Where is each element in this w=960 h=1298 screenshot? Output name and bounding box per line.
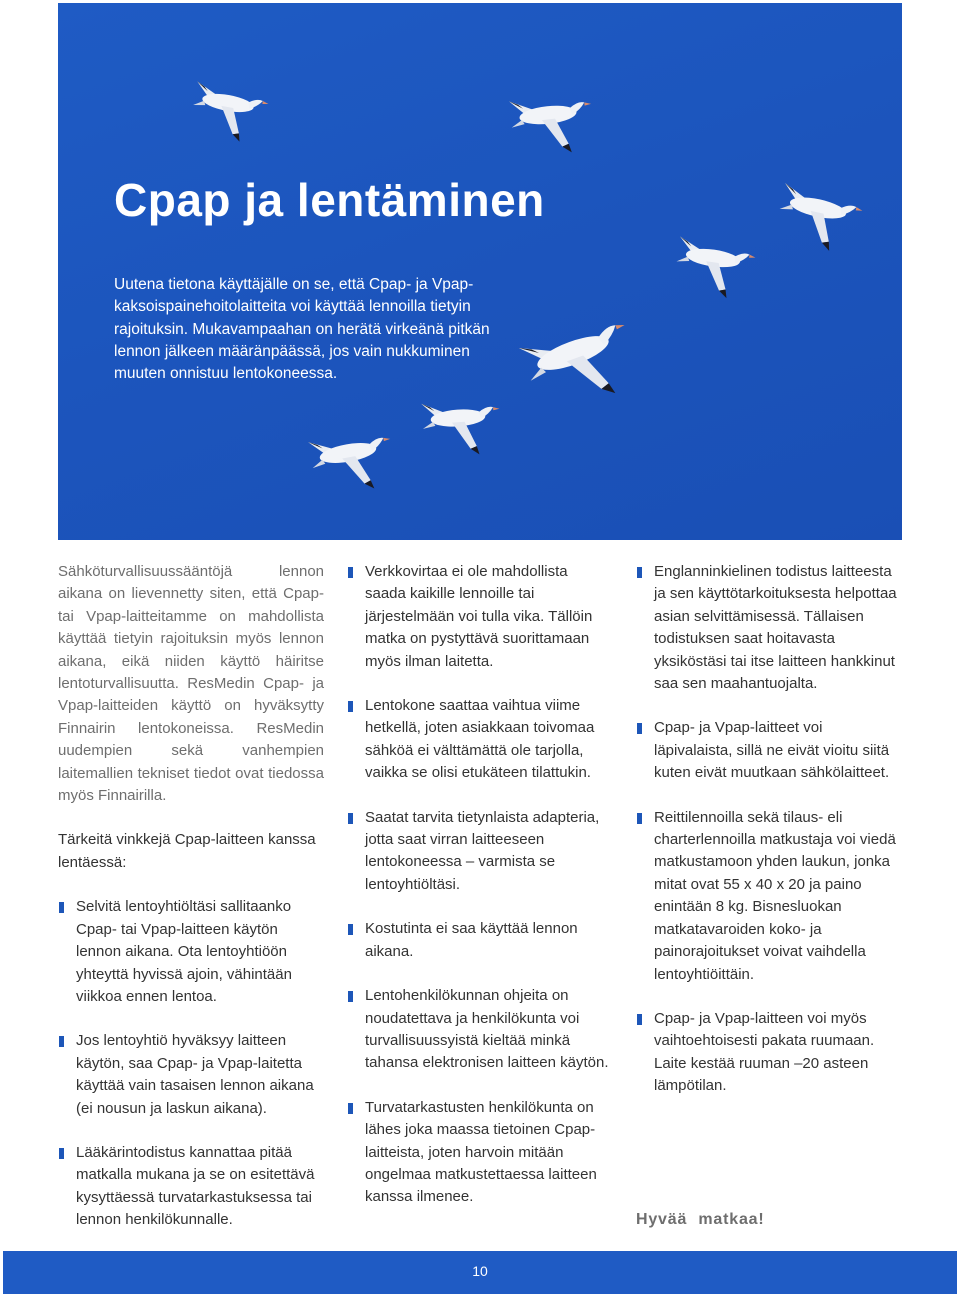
safety-rules-paragraph: Sähköturvallisuussääntöjä lennon aikana on lievennetty siten, että Cpap- tai Vpap-laitteitamme on mahdollista käyttää tietyin rajoituksin myös lennon aikana, eikä niiden käyttö häiritse lentoturvallisuutta. ResMedin Cpap- ja Vpap-laitteiden käyttö on hyväksytty Finnairin lentokoneissa. ResMedin uudempien sekä vanhempien laitemallien tekniset tiedot ovat tiedossa myös Finnairilla. [58,563,324,805]
bullet-marker-icon [348,991,353,1002]
goose-5 [519,311,646,419]
bullet-marker-icon [637,723,642,734]
page-title: Cpap ja lentäminen [114,174,545,226]
bullet-marker-icon [59,1036,64,1047]
snow-geese-illustration [58,3,902,540]
column-1 [58,561,324,1254]
tips-list-3 [636,561,902,1098]
bullet-marker-icon [348,567,353,578]
goose-6 [421,398,502,458]
intro-paragraph: Uutena tietona käyttäjälle on se, että Cpap- ja Vpap-kaksoispainehoitolaitteita voi käyttää lennoilla tietyin rajoituksin. Mukavampaahan on herätä virkeänä pitkän lennon jälkeen määränpäässä, jos vain nukkuminen muuten onnistuu lentokoneessa. [114,276,490,383]
list-item: Reittilennoilla sekä tilaus- eli charterlennoilla matkustaja voi viedä matkustamoon yhden laukun, jonka mitat ovat 55 x 40 x 20 ja paino enintään 8 kg. Bisnesluokan matkatavaroiden koko- ja painorajoitukset voivat vaihdella lentoyhtiöittäin. [636,807,902,986]
list-item: Jos lentoyhtiö hyväksyy laitteen käytön, saa Cpap- ja Vpap-laitetta käyttää vain tasaisen lennon aikana (ei nousun ja laskun aikana). [58,1030,324,1120]
tips-heading: Tärkeitä vinkkejä Cpap-laitteen kanssa lentäessä: [58,831,316,871]
goose-2 [509,93,596,158]
bullet-marker-icon [637,567,642,578]
list-item: Lentohenkilökunnan ohjeita on noudatettava ja henkilökunta voi turvallisuussyistä kieltää minkä tahansa elektronisen laitteen käytön. [347,985,612,1075]
list-item: Kostutinta ei saa käyttää lennon aikana. [347,918,612,963]
bullet-marker-icon [637,813,642,824]
bullet-marker-icon [348,813,353,824]
bullet-marker-icon [348,1103,353,1114]
list-item: Cpap- ja Vpap-laitteet voi läpivalaista, sillä ne eivät vioitu siitä kuten eivät muutkaan sähkölaitteet. [636,717,902,784]
page-number: 10 [472,1263,488,1279]
closing-greeting: Hyvää matkaa! [636,1211,765,1228]
tips-list [58,896,324,1231]
tips-list-2 [347,561,612,1209]
column-3 [636,561,902,1120]
list-item: Verkkovirtaa ei ole mahdollista saada kaikille lennoille tai järjestelmään voi tulla vika. Tällöin matka on pystyttävä suorittamaan myös ilman laitetta. [347,561,612,673]
list-item: Saatat tarvita tietynlaista adapteria, jotta saat virran laitteeseen lentokoneessa – varmista se lentoyhtiöltäsi. [347,807,612,897]
list-item: Cpap- ja Vpap-laitteen voi myös vaihtoehtoisesti pakata ruumaan. Laite kestää ruuman –20 asteen lämpötilan. [636,1008,902,1098]
bullet-marker-icon [348,701,353,712]
goose-3 [773,183,865,256]
footer-bar [3,1251,957,1294]
goose-7 [308,428,398,498]
list-item: Englanninkielinen todistus laitteesta ja sen käyttötarkoituksesta helpottaa asian selvittämisessä. Tällaisen todistuksen saat hoitavasta yksiköstäsi tai itse laitteen hankkinut saa sen maahantuojalta. [636,561,902,695]
list-item: Lääkärintodistus kannattaa pitää matkalla mukana ja se on esitettävä kysyttäessä turvatarkastuksessa tai lennon henkilökunnalle. [58,1142,324,1232]
bullet-marker-icon [59,902,64,913]
list-item: Selvitä lentoyhtiöltäsi sallitaanko Cpap- tai Vpap-laitteen käytön lennon aikana. Ota lentoyhtiöön yhteyttä hyvissä ajoin, vähintään viikkoa ennen lentoa. [58,896,324,1008]
hero-photo [58,3,902,540]
list-item: Lentokone saattaa vaihtua viime hetkellä, joten asiakkaan toivomaa sähköä ei välttämättä ole tarjolla, vaikka se olisi etukäteen tilattukin. [347,695,612,785]
list-item: Turvatarkastusten henkilökunta on lähes joka maassa tietoinen Cpap-laitteista, joten harvoin mitään ongelmaa matkustettaessa laitteen kanssa ilmenee. [347,1097,612,1209]
bullet-marker-icon [348,924,353,935]
bullet-marker-icon [637,1014,642,1025]
column-2 [347,561,612,1231]
goose-1 [188,81,270,145]
goose-4 [672,236,757,301]
bullet-marker-icon [59,1148,64,1159]
